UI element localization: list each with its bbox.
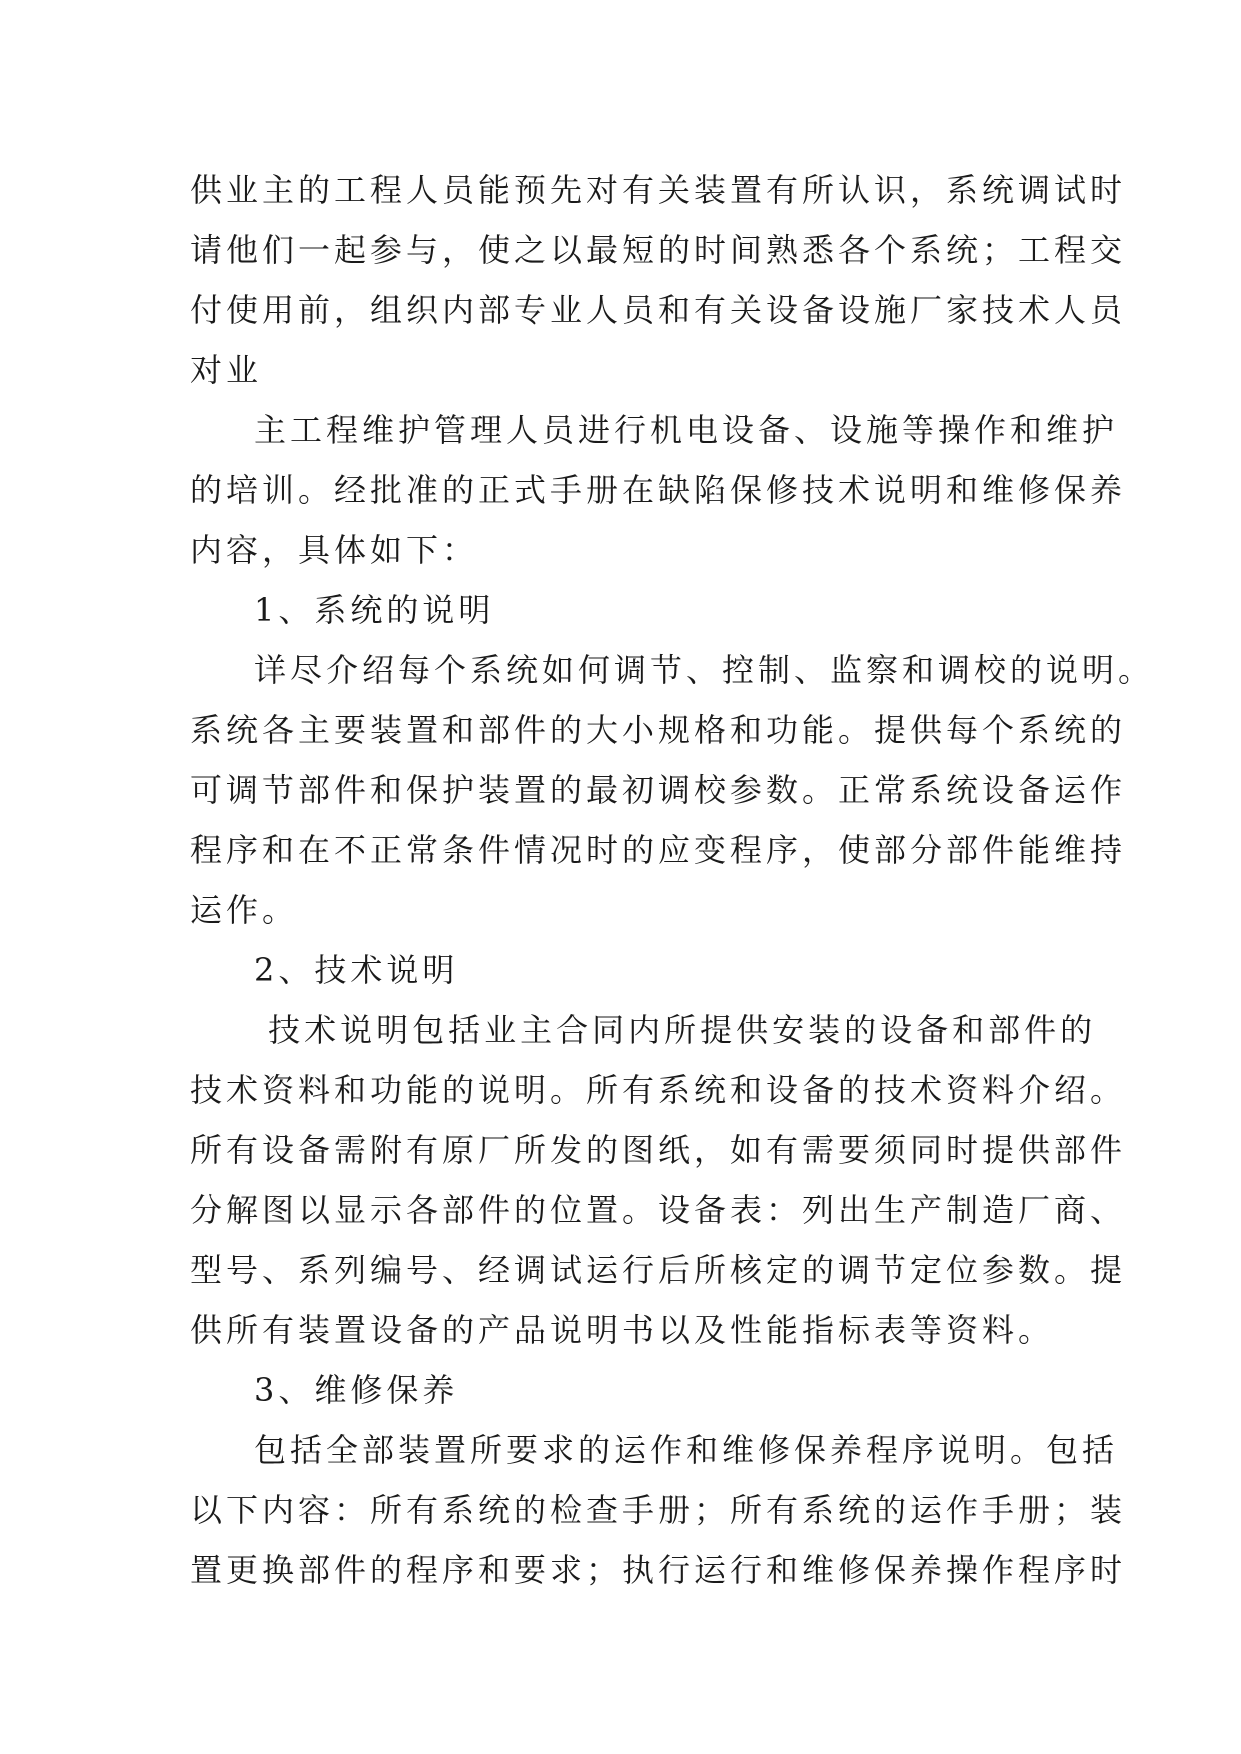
text-line: 内容，具体如下： <box>190 531 479 569</box>
text-line: 供所有装置设备的产品说明书以及性能指标表等资料。 <box>190 1311 1055 1349</box>
section-heading-technical-description: 2、技术说明 <box>254 951 459 989</box>
text-line: 置更换部件的程序和要求；执行运行和维修保养操作程序时 <box>190 1551 1127 1589</box>
paragraph-first-line: 详尽介绍每个系统如何调节、控制、监察和调校的说明。 <box>254 651 1155 689</box>
text-line: 付使用前，组织内部专业人员和有关设备设施厂家技术人员 <box>190 291 1127 329</box>
text-line: 对业 <box>190 351 263 389</box>
text-line: 供业主的工程人员能预先对有关装置有所认识，系统调试时 <box>190 171 1127 209</box>
text-line: 系统各主要装置和部件的大小规格和功能。提供每个系统的 <box>190 711 1127 749</box>
text-line: 可调节部件和保护装置的最初调校参数。正常系统设备运作 <box>190 771 1127 809</box>
text-line: 以下内容：所有系统的检查手册；所有系统的运作手册；装 <box>190 1491 1127 1529</box>
text-line: 程序和在不正常条件情况时的应变程序，使部分部件能维持 <box>190 831 1127 869</box>
paragraph-first-line: 包括全部装置所要求的运作和维修保养程序说明。包括 <box>254 1431 1119 1469</box>
section-heading-maintenance: 3、维修保养 <box>254 1371 459 1409</box>
text-line: 的培训。经批准的正式手册在缺陷保修技术说明和维修保养 <box>190 471 1127 509</box>
text-line: 所有设备需附有原厂所发的图纸，如有需要须同时提供部件 <box>190 1131 1127 1169</box>
text-line: 运作。 <box>190 891 299 929</box>
text-line: 请他们一起参与，使之以最短的时间熟悉各个系统；工程交 <box>190 231 1127 269</box>
document-body <box>190 160 1155 1600</box>
text-line: 技术资料和功能的说明。所有系统和设备的技术资料介绍。 <box>190 1071 1127 1109</box>
text-line: 型号、系列编号、经调试运行后所核定的调节定位参数。提 <box>190 1251 1127 1289</box>
text-line: 分解图以显示各部件的位置。设备表：列出生产制造厂商、 <box>190 1191 1127 1229</box>
paragraph-first-line: 主工程维护管理人员进行机电设备、设施等操作和维护 <box>254 411 1119 449</box>
section-heading-system-description: 1、系统的说明 <box>254 591 495 629</box>
paragraph-first-line: 技术说明包括业主合同内所提供安装的设备和部件的 <box>254 1011 1097 1049</box>
